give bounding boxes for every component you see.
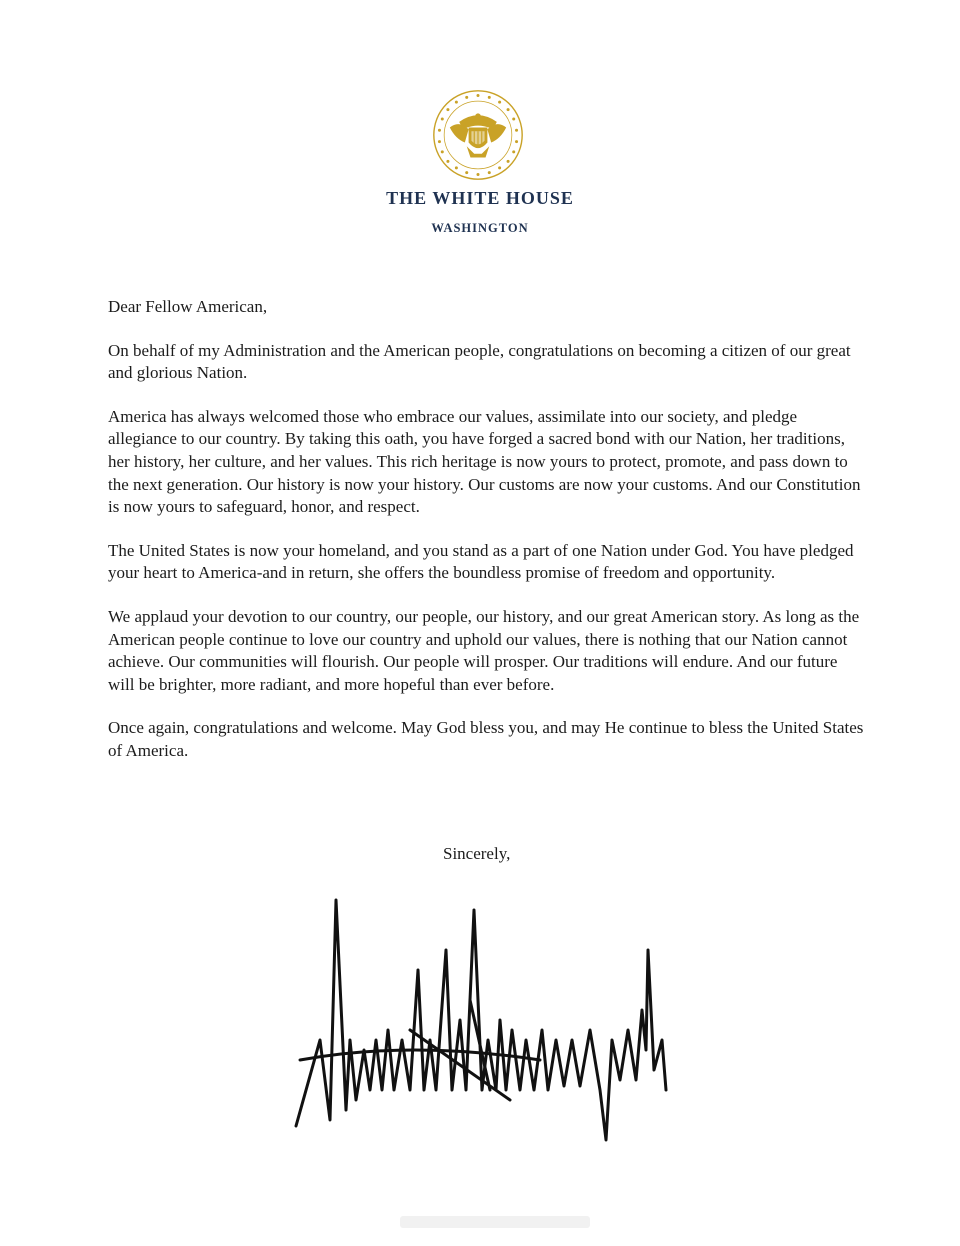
letterhead-location: WASHINGTON — [431, 221, 529, 235]
letterhead-title: THE WHITE HOUSE — [386, 188, 574, 208]
watermark-icon — [400, 1214, 590, 1230]
letter-body — [108, 296, 868, 784]
salutation: Dear Fellow American, — [108, 297, 268, 316]
closing: Sincerely, — [443, 844, 511, 863]
presidential-seal-icon — [431, 88, 525, 182]
paragraph-welcome: America has always welcomed those who embrace our values, assimilate into our society, and pledge allegiance to our country. By taking this oath, you have forged a sacred bond with our Nation, her traditions, her history, her culture, and her values. This rich heritage is now yours to protect, promote, and pass down to the next generation. Our history is now your history. Our customs are now your customs. And our Constitution is now yours to safeguard, honor, and respect. — [108, 406, 861, 517]
paragraph-closing-blessing: Once again, congratulations and welcome. May God bless you, and may He continue to bless the United States of America. — [108, 718, 864, 760]
paragraph-devotion: We applaud your devotion to our country, our people, our history, and our great American story. As long as the American people continue to love our country and uphold our values, there is nothing that our Nation cannot achieve. Our communities will flourish. Our people will prosper. Our traditions will endure. And our future will be brighter, more radiant, and more hopeful than ever before. — [108, 606, 860, 694]
paragraph-congratulations: On behalf of my Administration and the American people, congratulations on becoming a citizen of our great and glorious Nation. — [108, 340, 851, 383]
handwritten-signature-icon — [290, 890, 680, 1150]
paragraph-homeland: The United States is now your homeland, and you stand as a part of one Nation under God. You have pledged your heart to America-and in return, she offers the boundless promise of freedom and opportunity. — [108, 540, 854, 583]
